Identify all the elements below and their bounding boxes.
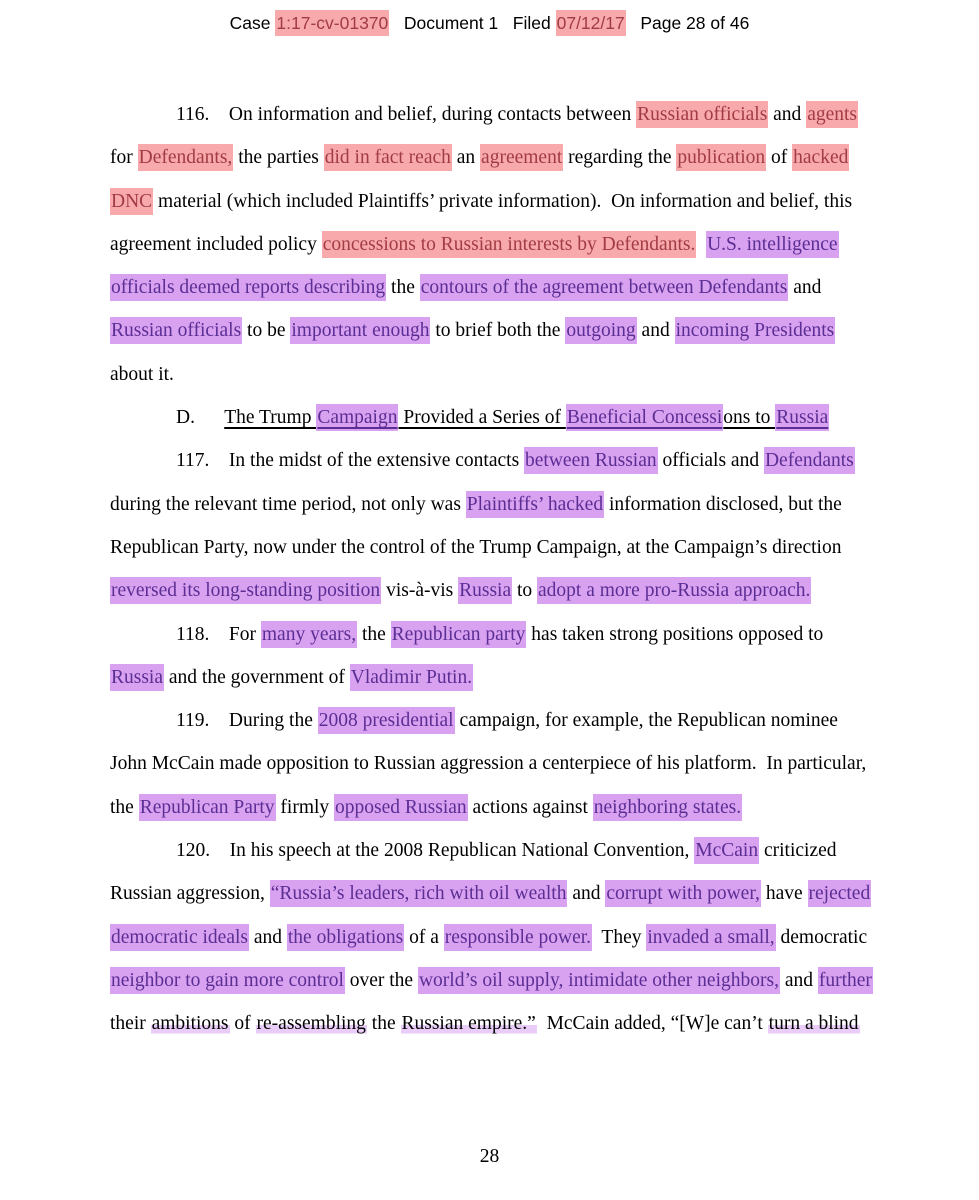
text-segment: Republican Party, now under the control of the Trump Campaign, at the Campaign’s direction (110, 536, 842, 558)
text-segment: D. (176, 407, 225, 429)
highlighted-text-purple: McCain (694, 837, 759, 864)
text-segment: firmly (275, 796, 335, 818)
text-segment: 118. For (176, 623, 261, 645)
highlighted-text-lav: ambitions (151, 1013, 229, 1035)
text-line (0, 10, 979, 36)
text-segment: regarding the (563, 147, 677, 169)
text-segment: campaign, for example, the Republican nominee (454, 710, 838, 732)
text-segment: 119. During the (176, 710, 318, 732)
text-segment: the (366, 1013, 401, 1035)
text-segment: agreement included policy (110, 233, 322, 255)
text-segment: ons to (723, 407, 776, 429)
highlighted-text-purple: contours of the agreement between Defendants (420, 274, 789, 301)
text-segment: and the government of (164, 666, 350, 688)
text-segment: actions against (467, 796, 593, 818)
text-line (110, 872, 878, 915)
text-segment: Russian aggression, (110, 883, 270, 905)
text-line (110, 569, 878, 612)
highlighted-text-purple: corrupt with power, (605, 880, 761, 907)
text-segment: material (which included Plaintiffs’ private information). On information and belief, this (153, 190, 853, 212)
highlighted-text-purple: Republican Party (139, 794, 276, 821)
text-segment: John McCain made opposition to Russian aggression a centerpiece of his platform. In particular, (110, 753, 867, 775)
highlighted-text-pink: 07/12/17 (556, 10, 626, 36)
text-segment: officials and (657, 450, 764, 472)
text-segment: 117. In the midst of the extensive contacts (176, 450, 525, 472)
text-segment: an (451, 147, 481, 169)
highlighted-text-purple: rejected (808, 880, 872, 907)
text-line (110, 656, 878, 699)
text-line (110, 180, 878, 223)
highlighted-text-pink: Russian officials (636, 101, 768, 128)
text-segment: of a (404, 926, 444, 948)
text-segment: and (779, 969, 818, 991)
text-segment: has taken strong positions opposed to (526, 623, 824, 645)
text-segment: the parties (233, 147, 324, 169)
highlighted-text-purple: responsible power. (444, 924, 592, 951)
highlighted-text-purple: between Russian (524, 447, 658, 474)
text-line (110, 136, 878, 179)
highlighted-text-purple: further (818, 967, 873, 994)
text-segment: the (357, 623, 391, 645)
highlighted-text-purple: important enough (290, 317, 430, 344)
highlighted-text-purple: Republican party (391, 621, 527, 648)
highlighted-text-lav: re-assembling (256, 1013, 366, 1035)
paragraph-117 (110, 439, 878, 612)
highlighted-text-pink: 1:17-cv-01370 (275, 10, 389, 36)
text-segment: during the relevant time period, not only was (110, 493, 466, 515)
text-segment: and (768, 104, 807, 125)
highlighted-text-purple: invaded a small, (646, 924, 775, 951)
highlighted-text-purple: Beneficial Concessi (566, 404, 723, 431)
text-segment: information disclosed, but the (604, 493, 842, 515)
highlighted-text-purple: Vladimir Putin. (350, 664, 473, 691)
paragraph-116 (110, 93, 878, 396)
text-segment: to brief both the (430, 320, 566, 342)
highlighted-text-purple: Russia (458, 577, 512, 604)
text-line (110, 959, 878, 1002)
highlighted-text-purple: officials deemed reports describing (110, 274, 386, 301)
highlighted-text-purple: world’s oil supply, intimidate other neighbors, (418, 967, 780, 994)
text-segment: of (229, 1013, 256, 1035)
paragraph-119 (110, 699, 878, 829)
highlighted-text-pink: concessions to Russian interests by Defendants. (322, 231, 697, 258)
highlighted-text-purple: 2008 presidential (318, 707, 455, 734)
text-line (110, 439, 878, 482)
text-segment: McCain added, “[W]e can’t (536, 1013, 768, 1035)
document-body (110, 93, 878, 1046)
highlighted-text-purple: neighboring states. (593, 794, 742, 821)
section-heading-d (110, 396, 878, 439)
text-segment: for (110, 147, 138, 169)
highlighted-text-purple: Russia (775, 404, 829, 431)
highlighted-text-pink: DNC (110, 188, 153, 215)
highlighted-text-purple: incoming Presidents (675, 317, 836, 344)
text-segment: Case (229, 13, 276, 33)
text-segment: Provided a Series of (398, 407, 566, 429)
text-segment: and (567, 883, 606, 905)
highlighted-text-purple: adopt a more pro-Russia approach. (537, 577, 811, 604)
text-line (110, 829, 878, 872)
text-segment: and (788, 277, 822, 299)
text-line (110, 353, 878, 396)
text-segment: of (766, 147, 793, 169)
highlighted-text-purple: “Russia’s leaders, rich with oil wealth (270, 880, 568, 907)
text-line (110, 742, 878, 785)
text-line (110, 483, 878, 526)
highlighted-text-purple: U.S. intelligence (706, 231, 839, 258)
highlighted-text-purple: reversed its long-standing position (110, 577, 381, 604)
highlighted-text-purple: Plaintiffs’ hacked (466, 491, 604, 518)
text-line (110, 1002, 878, 1045)
text-segment: and (636, 320, 675, 342)
highlighted-text-purple: Russia (110, 664, 164, 691)
highlighted-text-purple: Campaign (316, 404, 398, 431)
page-number: 28 (479, 1146, 500, 1167)
text-segment (696, 234, 706, 255)
highlighted-text-lav: turn a blind (768, 1013, 859, 1035)
text-segment: criticized (759, 840, 837, 862)
text-line (110, 786, 878, 829)
text-line (110, 93, 878, 136)
text-line (110, 526, 878, 569)
highlighted-text-pink: hacked (792, 144, 849, 171)
text-line (110, 309, 878, 352)
text-segment: Page 28 of 46 (625, 13, 750, 33)
text-segment: have (760, 883, 808, 905)
text-line (110, 916, 878, 959)
highlighted-text-purple: opposed Russian (334, 794, 468, 821)
highlighted-text-pink: did in fact reach (324, 144, 452, 171)
text-segment: They (592, 926, 647, 948)
text-segment: their (110, 1013, 151, 1035)
highlighted-text-pink: agents (806, 101, 858, 128)
text-segment: Document 1 Filed (389, 13, 556, 33)
text-line (110, 396, 878, 439)
highlighted-text-pink: Defendants, (138, 144, 234, 171)
text-segment: over the (344, 969, 418, 991)
highlighted-text-pink: publication (676, 144, 766, 171)
text-segment: and (248, 926, 287, 948)
text-segment: to be (242, 320, 291, 342)
text-line (110, 266, 878, 309)
highlighted-text-purple: many years, (261, 621, 357, 648)
text-segment: the (386, 277, 420, 299)
highlighted-text-pink: agreement (480, 144, 563, 171)
paragraph-120 (110, 829, 878, 1045)
text-segment: The Trump (224, 407, 317, 429)
paragraph-118 (110, 613, 878, 700)
text-line (110, 699, 878, 742)
text-segment: the (110, 796, 139, 818)
text-segment: about it. (110, 363, 174, 385)
text-segment: 116. On information and belief, during contacts between (176, 104, 637, 125)
text-segment: to (512, 580, 538, 602)
text-line (110, 613, 878, 656)
text-segment: democratic (775, 926, 868, 948)
text-segment: vis-à-vis (381, 580, 459, 602)
highlighted-text-purple: the obligations (287, 924, 404, 951)
text-line (110, 223, 878, 266)
highlighted-text-lav: Russian empire.” (401, 1013, 536, 1035)
text-segment: 120. In his speech at the 2008 Republican National Convention, (176, 840, 695, 862)
highlighted-text-purple: neighbor to gain more control (110, 967, 345, 994)
highlighted-text-purple: outgoing (565, 317, 636, 344)
highlighted-text-purple: Defendants (764, 447, 855, 474)
highlighted-text-purple: Russian officials (110, 317, 242, 344)
ecf-stamp-header (0, 10, 979, 36)
highlighted-text-purple: democratic ideals (110, 924, 249, 951)
